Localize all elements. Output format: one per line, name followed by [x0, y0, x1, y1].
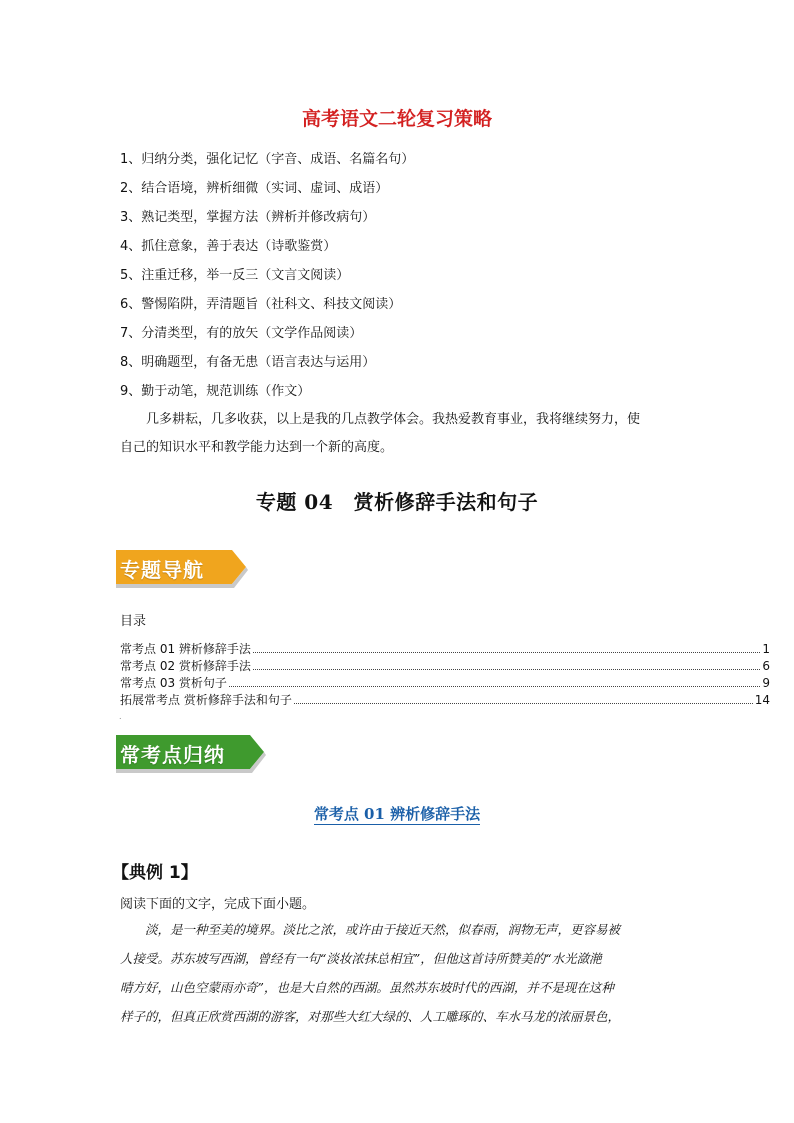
toc-entry-page: 9	[762, 676, 770, 690]
toc-entry-page: 14	[754, 693, 770, 707]
closing-paragraph-line2: 自己的知识水平和教学能力达到一个新的高度。	[120, 440, 394, 455]
toc-entry[interactable]	[120, 640, 770, 657]
toc-entry-text: 拓展常考点 赏析修辞手法和句子	[120, 693, 292, 707]
page-title: 高考语文二轮复习策略	[301, 108, 492, 130]
toc-dot-leader	[253, 669, 760, 670]
toc-entry[interactable]	[120, 657, 770, 674]
nav-banner	[116, 550, 248, 588]
passage-line: 人接受。苏东坡写西湖，曾经有一句“淡妆浓抹总相宜”，但他这首诗所赞美的“水光潋滟	[120, 951, 602, 966]
instruction-text: 阅读下面的文字，完成下面小题。	[120, 897, 316, 912]
strategy-item: 4、抓住意象，善于表达（诗歌鉴赏）	[120, 239, 337, 254]
toc-dot-leader	[229, 686, 760, 687]
strategy-item: 1、归纳分类，强化记忆（字音、成语、名篇名句）	[120, 152, 415, 167]
closing-paragraph-line1: 几多耕耘，几多收获，以上是我的几点教学体会。我热爱教育事业，我将继续努力，使	[146, 412, 641, 427]
toc-label: 目录	[120, 614, 147, 629]
passage-line: 样子的，但真正欣赏西湖的游客，对那些大红大绿的、人工雕琢的、车水马龙的浓丽景色，	[120, 1009, 621, 1024]
toc-entry[interactable]	[120, 674, 770, 691]
nav-banner-label: 专题导航	[120, 558, 204, 582]
strategy-item: 9、勤于动笔，规范训练（作文）	[120, 384, 311, 399]
summary-banner-label: 常考点归纳	[120, 743, 225, 767]
toc-entry-page: 6	[762, 659, 770, 673]
strategy-item: 6、警惕陷阱，弄清题旨（社科文、科技文阅读）	[120, 297, 402, 312]
strategy-item: 7、分清类型，有的放矢（文学作品阅读）	[120, 326, 363, 341]
toc-entry-text: 常考点 02 赏析修辞手法	[120, 659, 251, 673]
paragraph-mark: .	[119, 712, 122, 721]
key-point-title[interactable]	[0, 803, 794, 824]
toc-dot-leader	[294, 703, 753, 704]
strategy-item: 2、结合语境，辨析细微（实词、虚词、成语）	[120, 181, 389, 196]
strategy-item: 8、明确题型，有备无患（语言表达与运用）	[120, 355, 376, 370]
toc-entry-text: 常考点 01 辨析修辞手法	[120, 642, 251, 656]
toc-entry[interactable]	[120, 691, 770, 708]
strategy-item: 3、熟记类型，掌握方法（辨析并修改病句）	[120, 210, 376, 225]
reading-passage	[120, 918, 685, 1034]
table-of-contents	[120, 640, 770, 708]
strategy-item: 5、注重迁移，举一反三（文言文阅读）	[120, 268, 350, 283]
strategy-list	[120, 150, 700, 411]
toc-entry-page: 1	[762, 642, 770, 656]
example-label: 【典例 1】	[112, 863, 198, 883]
topic-title: 专题 04 赏析修辞手法和句子	[255, 490, 539, 514]
passage-line: 晴方好，山色空蒙雨亦奇”，也是大自然的西湖。虽然苏东坡时代的西湖，并不是现在这种	[120, 980, 614, 995]
toc-dot-leader	[253, 652, 760, 653]
passage-line: 淡，是一种至美的境界。淡比之浓，或许由于接近天然，似春雨，润物无声，更容易被	[145, 922, 621, 937]
summary-banner	[116, 735, 266, 773]
key-point-title-link[interactable]: 常考点 01 辨析修辞手法	[313, 805, 481, 823]
toc-entry-text: 常考点 03 赏析句子	[120, 676, 227, 690]
